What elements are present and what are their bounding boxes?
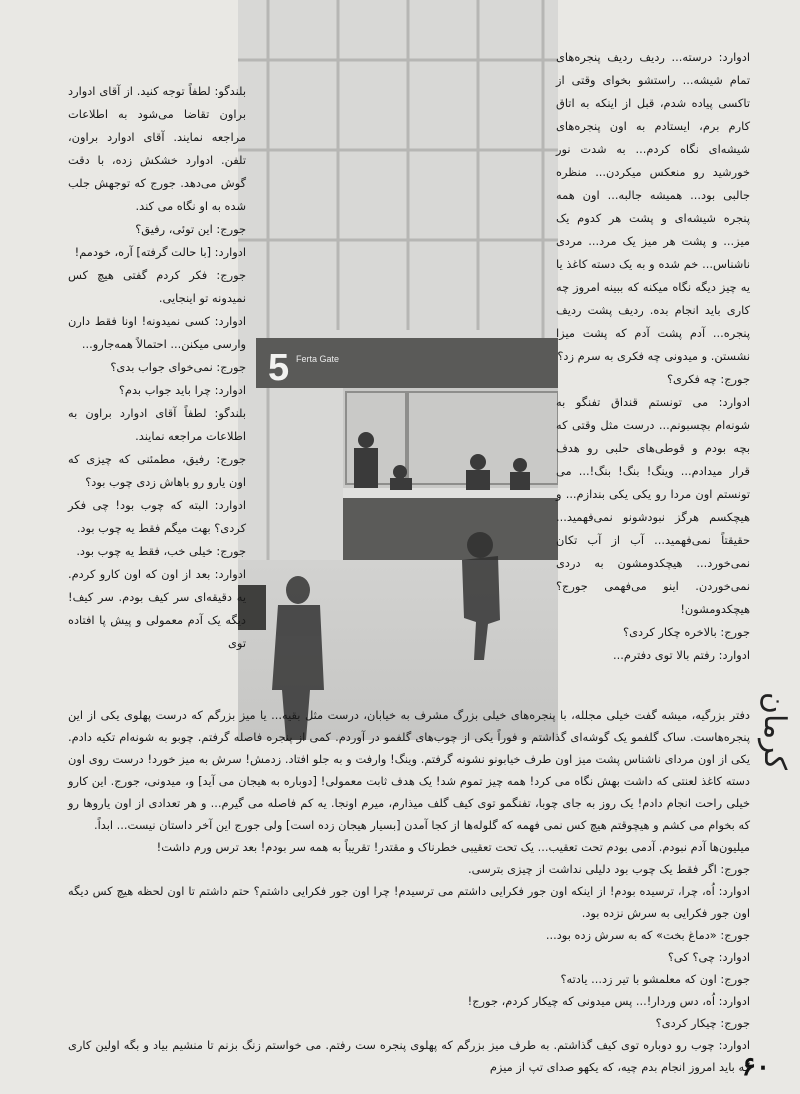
- paragraph: ادوارد: اُه، دس وردار!... پس میدونی که چیکار کردم، جورج!: [467, 994, 750, 1008]
- paragraph: بلندگو: لطفاً آقای ادوارد براون به اطلاعات مراجعه نمایند.: [68, 406, 246, 443]
- paragraph: ادوارد: درسته... ردیف ردیف پنجره‌های تمام شیشه... راستشو بخوای وقتی از تاکسی پیاده شدم، قبل از اینکه به اتاق کارم برم، ایستادم به اون پنجره‌های شیشه‌ای نگاه کردم... به شدت نور خورشید رو منعکس میکردن... منظره جالبی بود... همیشه جالبه... اون همه پنجره شیشه‌ای و پشت هر کدوم یک میز... و پشت هر میز یک مرد... مردی ناشناس... خم شده و به یک دسته کاغذ یا یه چیز دیگه نگاه میکنه که ببینه امروز چه کاری باید انجام بده. ردیف پشت ردیف پنجره... آدم پشت آدم که پشت میزا نشستن. و میدونی چه فکری به سرم زد؟: [556, 50, 750, 363]
- paragraph: جورج: رفیق، مطمئنی که چیزی که اون یارو رو باهاش زدی چوب بود؟: [68, 452, 246, 489]
- paragraph: ادوارد: می تونستم قنداق تفنگو به شونه‌ام بچسبونم... درست مثل وقتی که بچه بودم و قوطی‌های حلبی رو هدف قرار میدادم... وینگ! بنگ! بنگ!... می تونستم اون مردا رو یکی یکی بندازم... و هیچکسم هرگز نبودشونو نمی‌فهمید... حقیقتاً نمی‌فهمید... آب از آب تکان نمی‌خورد... هیچکدومشون به دردی نمی‌خوردن. اینو می‌فهمی جورج؟ هیچکدومشون!: [556, 395, 750, 616]
- paragraph: جورج: خیلی خب، فقط یه چوب بود.: [76, 544, 246, 558]
- paragraph: جورج: چه فکری؟: [667, 372, 750, 386]
- paragraph: جورج: اگر فقط یک چوب بود دلیلی نداشت از چیزی بترسی.: [467, 862, 750, 876]
- gate-number: 5: [268, 347, 290, 389]
- gate-label: Ferta Gate: [296, 354, 340, 364]
- paragraph: میلیون‌ها آدم نبودم. آدمی بودم تحت تعقیب... یک تحت تعقیبی خطرناک و مقتدر! تقریباً به همه سر بودم! بعد ترس ورم داشت!: [156, 840, 750, 854]
- paragraph: ادوارد: چرا باید جواب بدم؟: [118, 383, 246, 397]
- left-text-column: [68, 80, 246, 655]
- page-number: ۶۰: [742, 1052, 770, 1082]
- paragraph: ادوارد: چی؟ کی؟: [667, 950, 750, 964]
- photo-illustration: [238, 0, 558, 740]
- paragraph: جورج: نمی‌خوای جواب بدی؟: [110, 360, 246, 374]
- paragraph: ادوارد: بعد از اون که اون کارو کردم. یه دقیقه‌ای سر کیف بودم. سر کیف! دیگه یک آدم معمولی و پیش پا افتاده توی: [68, 567, 246, 650]
- paragraph: جورج: اون که معلمشو با تیر زد... یادته؟: [560, 972, 750, 986]
- paragraph: جورج: «دماغ بخت» که به سرش زده بود...: [545, 928, 750, 942]
- paragraph: بلندگو: لطفاً توجه کنید. از آقای ادوارد براون تقاضا می‌شود به اطلاعات مراجعه نمایند. آقای ادوارد براون، تلفن. ادوارد خشکش زده، با دقت گوش می‌دهد. جورج که توجهش جلب شده به او نگاه می کند.: [68, 84, 246, 213]
- paragraph: ادوارد: البته که چوب بود! چی فکر کردی؟ بهت میگم فقط یه چوب بود.: [68, 498, 246, 535]
- magazine-logo: کرمان: [757, 691, 792, 770]
- paragraph: جورج: فکر کردم گفتی هیچ کس نمیدونه تو اینجایی.: [68, 268, 246, 305]
- paragraph: ادوارد: اُه، چرا، ترسیده بودم! از اینکه اون جور فکرایی داشتم می ترسیدم! چرا اون جور فکرایی داشتم؟ حتم داشتم تا اون لحظه هیچ کس دیگه اون جور فکرایی به سرش نزده بود.: [68, 884, 750, 920]
- paragraph: ادوارد: [با حالت گرفته] آره، خودمم!: [74, 245, 246, 259]
- right-text-column: [556, 46, 750, 667]
- paragraph: ادوارد: چوب رو دوباره توی کیف گذاشتم. به طرف میز بزرگم که پهلوی پنجره ست رفتم. می خواستم زنگ بزنم تا منشیم بیاد و بگه اولین کاری که باید امروز انجام بدم چیه، که یکهو صدای تپ از میزم: [68, 1038, 750, 1074]
- paragraph: جورج: این توئی، رفیق؟: [135, 222, 246, 236]
- airport-photo: [238, 0, 558, 740]
- paragraph: جورج: بالاخره چکار کردی؟: [623, 625, 750, 639]
- bottom-text-block: [68, 704, 750, 1078]
- paragraph: دفتر بزرگیه، میشه گفت خیلی مجلله، با پنجره‌های خیلی بزرگ مشرف به خیابان، درست مثل بقیه... یا میز بزرگم که درست پهلوی یکی از این پنجره‌هاست. ساک گلفمو یک گوشه‌ای گذاشتم و فوراً یکی از چوب‌های گلفمو در آوردم. کمی از پنجره فاصله گرفتم. چوبو به شونه‌ام تکیه دادم. یکی از اون مردای ناشناس پشت میز اون طرف خیابونو نشونه گرفتم. وینگ! وارفت و به جلو افتاد. زدمش! سرش به میز خورد! درست روی اون دسته کاغذ لعنتی که داشت بهش نگاه می کرد! همه چیز تموم شد! یک هدف ثابت معمولی! [دوباره به هیجان می آید] و، میدونی، جورج. این کارو خیلی راحت انجام دادم! یک روز به جای چوبا، تفنگمو توی کیف گلف میذارم، میرم اونجا. یه کم فاصله می گیرم... و هر تعدادی از اون یاروها رو که بخوام می کشم و هیچوقتم هیچ کس نمی فهمه که گلوله‌ها از کجا آمدن [بسیار هیجان زده است] ولی جورج این آخر داستان نیست... ابداً.: [68, 708, 750, 832]
- paragraph: جورج: چیکار کردی؟: [655, 1016, 750, 1030]
- paragraph: ادوارد: رفتم بالا توی دفترم...: [612, 648, 750, 662]
- paragraph: ادوارد: کسی نمیدونه! اونا فقط دارن وارسی میکنن... احتمالاً همه‌جارو...: [68, 314, 246, 351]
